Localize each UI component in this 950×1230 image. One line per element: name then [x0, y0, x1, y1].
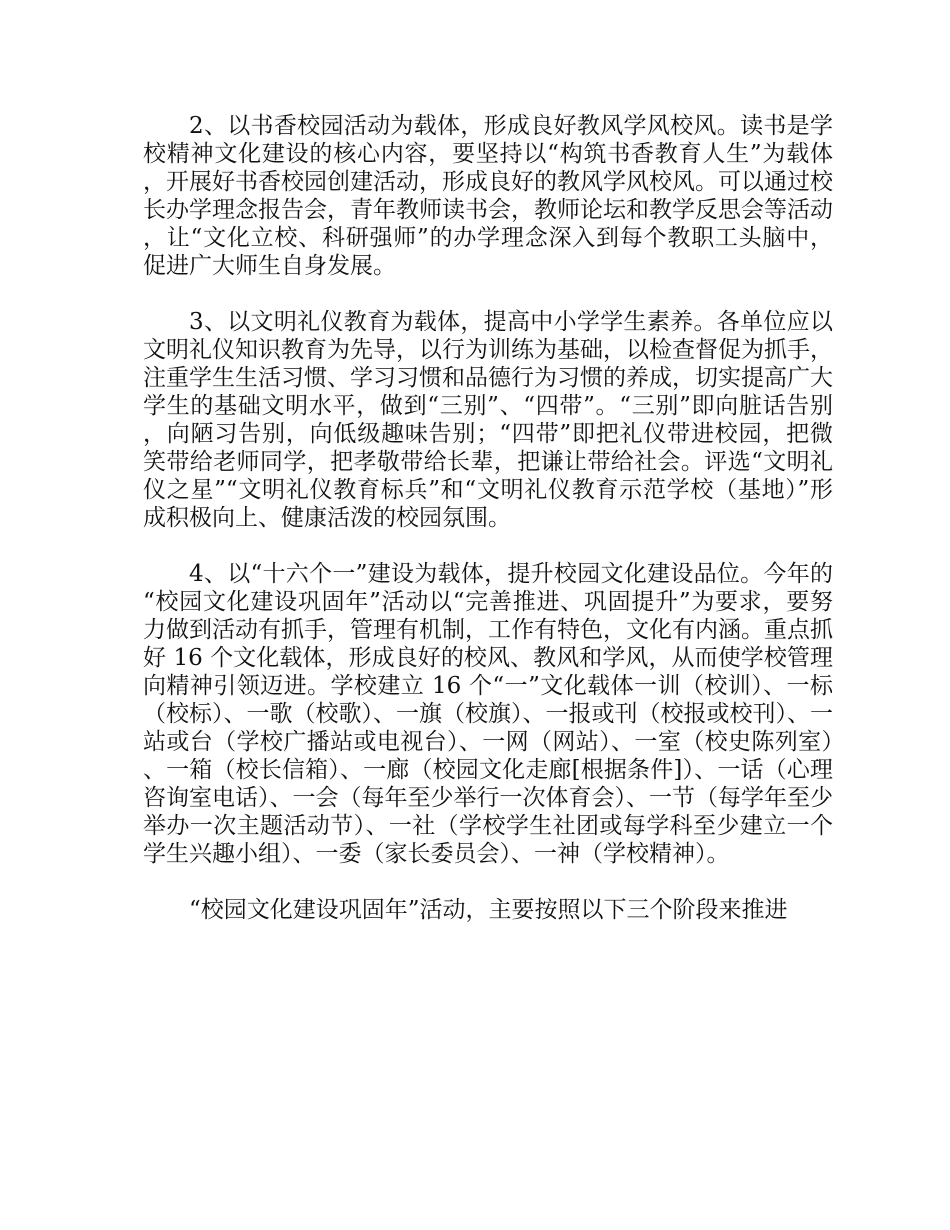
paragraph-sixteen-ones: 4、以“十六个一”建设为载体，提升校园文化建设品位。今年的“校园文化建设巩固年”活动以“完善推进、巩固提升”为要求，要努力做到活动有抓手，管理有机制，工作有特色，文化有内涵。重点抓好 16 个文化载体，形成良好的校风、教风和学风，从而使学校管理向精神引领迈进。学校建立 16 个“一”文化载体一训（校训）、一标（校标）、一歌（校歌）、一旗（校旗）、一报或刊（校报或校刊）、一站或台（学校广播站或电视台）、一网（网站）、一室（校史陈列室）、一箱（校长信箱）、一廊（校园文化走廊[根据条件]）、一话（心理咨询室电话）、一会（每年至少举行一次体育会）、一节（每学年至少举办一次主题活动节）、一社（学校学生社团或每学科至少建立一个学生兴趣小组）、一委（家长委员会）、一神（学校精神）。 [143, 561, 833, 867]
document-body [143, 112, 833, 952]
paragraph-etiquette-education: 3、以文明礼仪教育为载体，提高中小学学生素养。各单位应以文明礼仪知识教育为先导，以行为训练为基础，以检查督促为抓手，注重学生生活习惯、学习习惯和品德行为习惯的养成，切实提高广大学生的基础文明水平，做到“三别”、“四带”。“三别”即向脏话告别，向陋习告别，向低级趣味告别；“四带”即把礼仪带进校园，把微笑带给老师同学，把孝敬带给长辈，把谦让带给社会。评选“文明礼仪之星”“文明礼仪教育标兵”和“文明礼仪教育示范学校（基地）”形成积极向上、健康活泼的校园氛围。 [143, 309, 833, 531]
paragraph-three-stages-intro: “校园文化建设巩固年”活动，主要按照以下三个阶段来推进 [189, 897, 788, 923]
paragraph-reading-campus: 2、以书香校园活动为载体，形成良好教风学风校风。读书是学校精神文化建设的核心内容，要坚持以“构筑书香教育人生”为载体，开展好书香校园创建活动，形成良好的教风学风校风。可以通过校长办学理念报告会，青年教师读书会，教师论坛和教学反思会等活动，让“文化立校、科研强师”的办学理念深入到每个教职工头脑中，促进广大师生自身发展。 [143, 113, 833, 279]
